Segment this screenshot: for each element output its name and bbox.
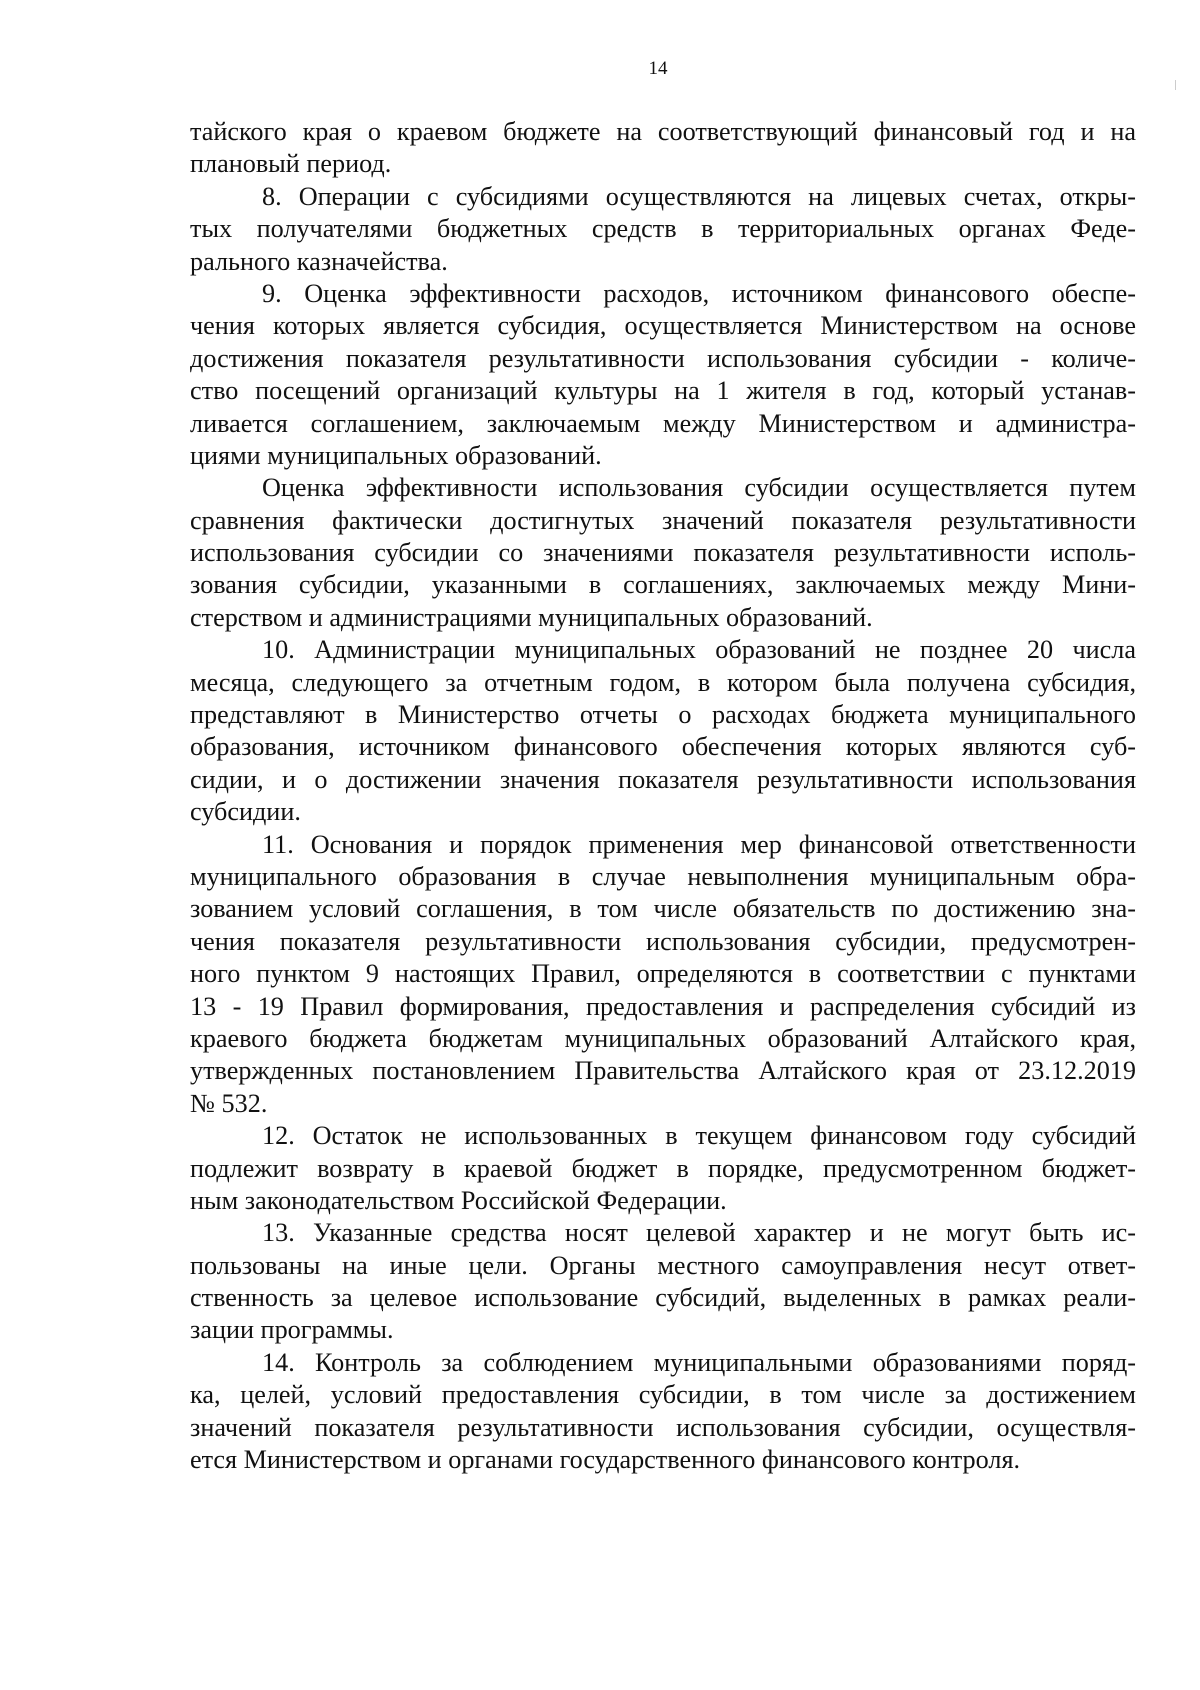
- text-line: ливается соглашением, заключаемым между Министерством и администра-: [190, 408, 1136, 438]
- text-line: 11. Основания и порядок применения мер финансовой ответственности: [262, 829, 1136, 859]
- text-line: чения которых является субсидия, осуществляется Министерством на основе: [190, 311, 1136, 341]
- text-line: Оценка эффективности использования субсидии осуществляется путем: [262, 473, 1136, 503]
- text-line: 12. Остаток не использованных в текущем финансовом году субсидий: [262, 1121, 1136, 1151]
- text-line: ство посещений организаций культуры на 1 жителя в год, который устанав-: [190, 376, 1136, 406]
- text-line: стерством и администрациями муниципальных образований.: [190, 602, 873, 632]
- text-line: тых получателями бюджетных средств в территориальных органах Феде-: [190, 214, 1136, 244]
- text-line: чения показателя результативности использования субсидии, предусмотрен-: [190, 926, 1136, 956]
- text-line: субсидии.: [190, 797, 301, 827]
- text-line: 13. Указанные средства носят целевой характер и не могут быть ис-: [262, 1218, 1136, 1248]
- text-line: зования субсидии, указанными в соглашениях, заключаемых между Мини-: [190, 570, 1136, 600]
- page-number: 14: [648, 58, 668, 79]
- text-line: зации программы.: [190, 1315, 394, 1345]
- document-body: [190, 116, 1136, 1476]
- text-line: ственность за целевое использование субсидий, выделенных в рамках реали-: [190, 1283, 1136, 1313]
- text-line: сравнения фактически достигнутых значений показателя результативности: [190, 505, 1136, 535]
- text-line: 14. Контроль за соблюдением муниципальными образованиями поряд-: [262, 1347, 1136, 1377]
- text-line: достижения показателя результативности использования субсидии - количе-: [190, 343, 1136, 373]
- text-line: зованием условий соглашения, в том числе обязательств по достижению зна-: [190, 894, 1136, 924]
- text-line: образования, источником финансового обеспечения которых являются суб-: [190, 732, 1136, 762]
- text-line: ка, целей, условий предоставления субсидии, в том числе за достижением: [190, 1380, 1136, 1410]
- text-line: утвержденных постановлением Правительства Алтайского края от 23.12.2019: [190, 1056, 1136, 1086]
- text-line: подлежит возврату в краевой бюджет в порядке, предусмотренном бюджет-: [190, 1153, 1136, 1183]
- scan-artifact: [1175, 80, 1176, 90]
- text-line: циями муниципальных образований.: [190, 440, 602, 470]
- text-line: ным законодательством Российской Федерации.: [190, 1185, 727, 1215]
- text-line: тайского края о краевом бюджете на соответствующий финансовый год и на: [190, 117, 1136, 146]
- text-line: 9. Оценка эффективности расходов, источником финансового обеспе-: [262, 278, 1136, 308]
- text-line: ется Министерством и органами государственного финансового контроля.: [190, 1445, 1021, 1475]
- text-line: 8. Операции с субсидиями осуществляются на лицевых счетах, откры-: [262, 181, 1136, 211]
- text-line: плановый период.: [190, 149, 392, 179]
- text-line: значений показателя результативности использования субсидии, осуществля-: [190, 1412, 1136, 1442]
- text-line: № 532.: [190, 1088, 268, 1118]
- text-line: месяца, следующего за отчетным годом, в котором была получена субсидия,: [190, 667, 1136, 697]
- text-line: рального казначейства.: [190, 246, 448, 276]
- text-line: муниципального образования в случае невыполнения муниципальным обра-: [190, 861, 1136, 891]
- text-line: пользованы на иные цели. Органы местного самоуправления несут ответ-: [190, 1250, 1136, 1280]
- text-line: ного пунктом 9 настоящих Правил, определяются в соответствии с пунктами: [190, 959, 1136, 989]
- text-line: представляют в Министерство отчеты о расходах бюджета муниципального: [190, 700, 1136, 730]
- text-line: 13 - 19 Правил формирования, предоставления и распределения субсидий из: [190, 991, 1136, 1021]
- text-line: краевого бюджета бюджетам муниципальных образований Алтайского края,: [190, 1023, 1136, 1053]
- text-line: сидии, и о достижении значения показателя результативности использования: [190, 764, 1136, 794]
- text-line: 10. Администрации муниципальных образований не позднее 20 числа: [262, 635, 1136, 665]
- text-line: использования субсидии со значениями показателя результативности исполь-: [190, 538, 1136, 568]
